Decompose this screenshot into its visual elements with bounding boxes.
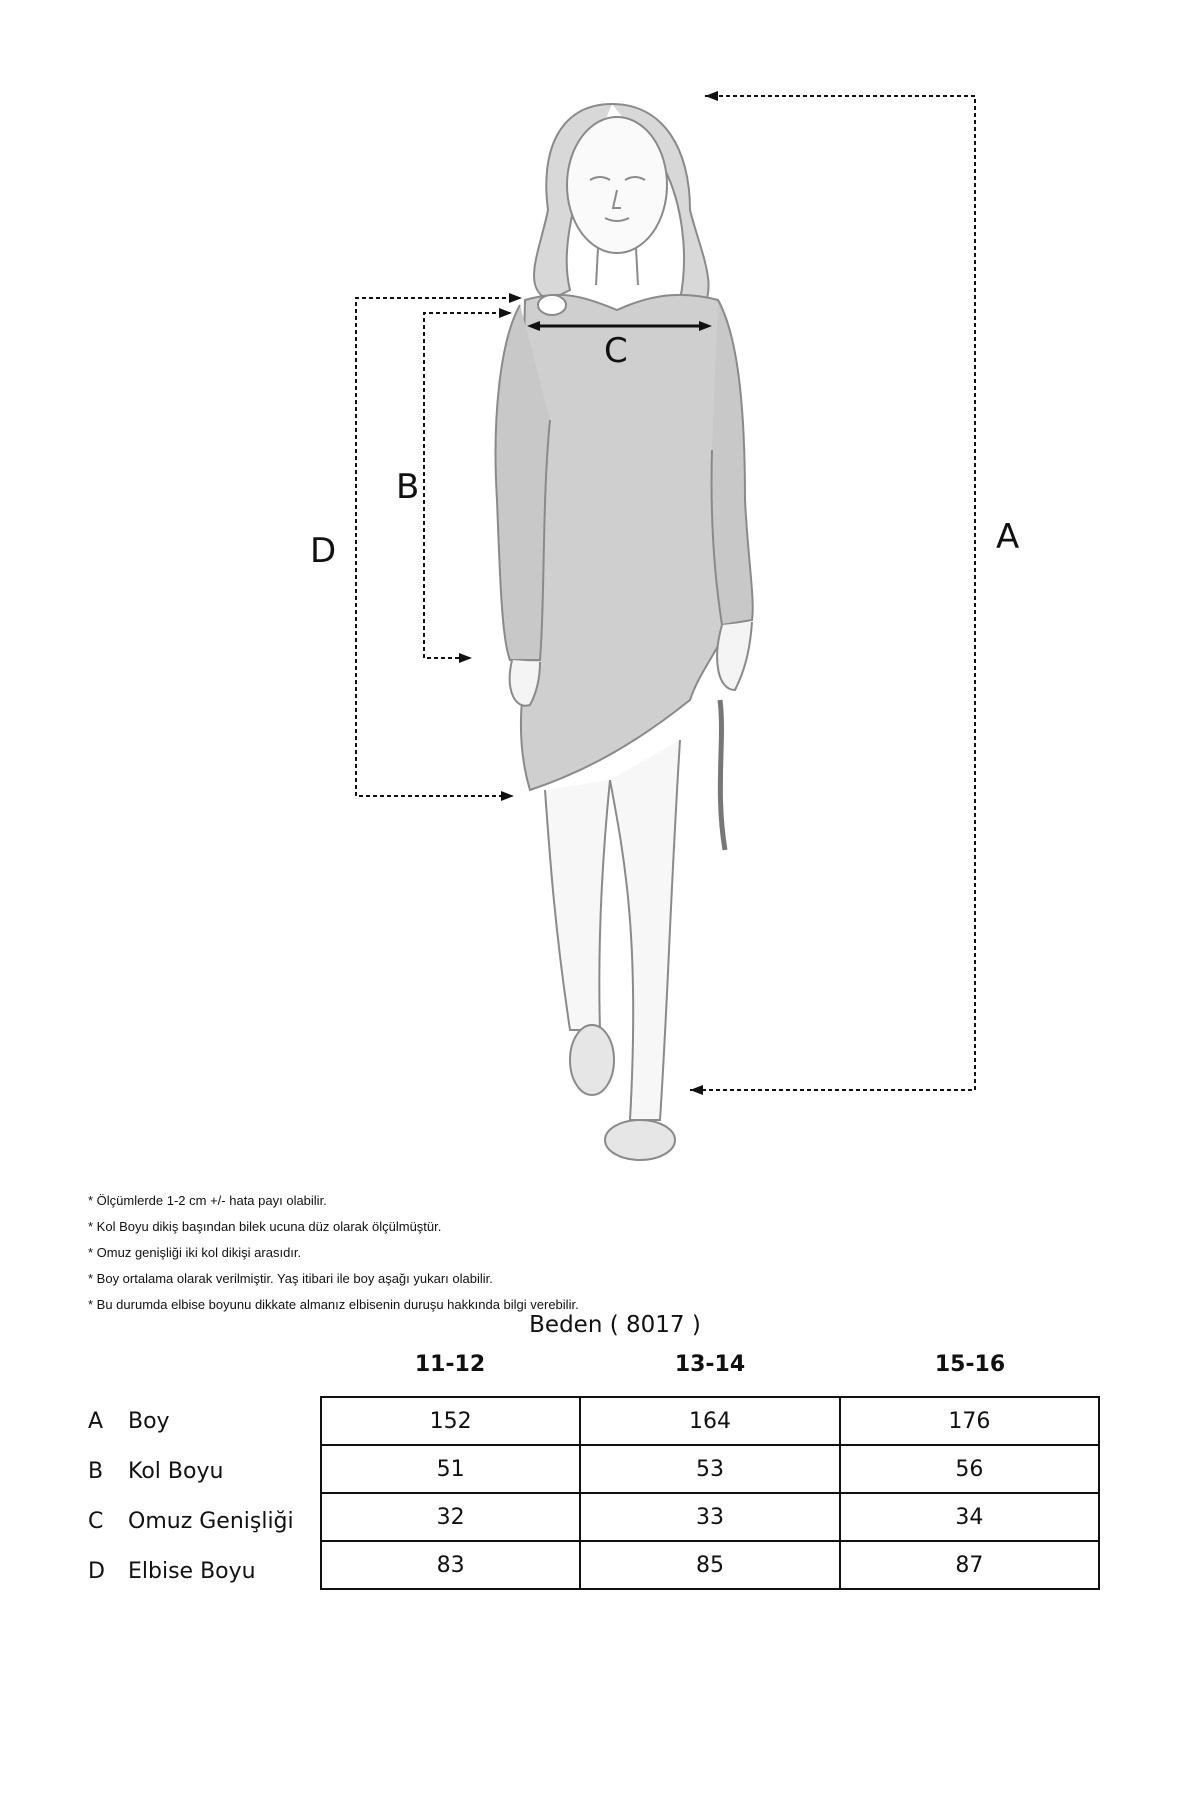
row-label [88,1396,294,1446]
label-a: A [996,517,1020,557]
column-header: 15-16 [934,1352,1006,1377]
label-d: D [310,531,337,571]
arrow-d-bottom [501,791,514,801]
row-label [88,1546,294,1596]
arrow-b-bottom [459,653,472,663]
table-cell: 53 [580,1445,839,1493]
table-cell: 32 [321,1493,580,1541]
table-cell: 51 [321,1445,580,1493]
row-label [88,1446,294,1496]
size-table [320,1396,1100,1590]
table-cell: 87 [840,1541,1099,1589]
arrow-a-top [705,91,718,101]
row-name: Kol Boyu [128,1458,224,1484]
model-sketch [496,104,753,1160]
size-column-headers [320,1352,1100,1377]
table-cell: 83 [321,1541,580,1589]
table-cell: 152 [321,1397,580,1445]
row-letter: A [88,1408,104,1434]
note-3: * Omuz genişliği iki kol dikişi arasıdır. [88,1245,302,1260]
size-row-labels [88,1396,294,1596]
table-cell: 33 [580,1493,839,1541]
measurement-notes [88,1188,988,1318]
size-table-title: Beden ( 8017 ) [529,1312,701,1338]
guide-d [356,298,520,796]
table-row [321,1397,1099,1445]
table-cell: 176 [840,1397,1099,1445]
column-header: 13-14 [674,1352,746,1377]
table-cell: 164 [580,1397,839,1445]
row-letter: B [88,1458,104,1484]
note-5: * Bu durumda elbise boyunu dikkate almanız elbisenin duruşu hakkında bilgi verebilir. [88,1297,579,1312]
row-name: Elbise Boyu [128,1558,256,1584]
table-cell: 85 [580,1541,839,1589]
arrow-a-bottom [690,1085,703,1095]
row-letter: C [88,1508,104,1534]
table-cell: 56 [840,1445,1099,1493]
label-b: B [396,467,420,507]
row-label [88,1496,294,1546]
label-c: C [604,331,628,371]
arrow-b-top [499,308,512,318]
row-name: Omuz Genişliği [128,1508,294,1534]
row-name: Boy [128,1408,170,1434]
table-row [321,1493,1099,1541]
row-letter: D [88,1558,105,1584]
note-1: * Ölçümlerde 1-2 cm +/- hata payı olabilir. [88,1193,327,1208]
table-cell: 34 [840,1493,1099,1541]
column-header: 11-12 [414,1352,486,1377]
note-4: * Boy ortalama olarak verilmiştir. Yaş itibari ile boy aşağı yukarı olabilir. [88,1271,493,1286]
note-2: * Kol Boyu dikiş başından bilek ucuna düz olarak ölçülmüştür. [88,1219,442,1234]
arrow-d-top [509,293,522,303]
table-row [321,1541,1099,1589]
table-row [321,1445,1099,1493]
